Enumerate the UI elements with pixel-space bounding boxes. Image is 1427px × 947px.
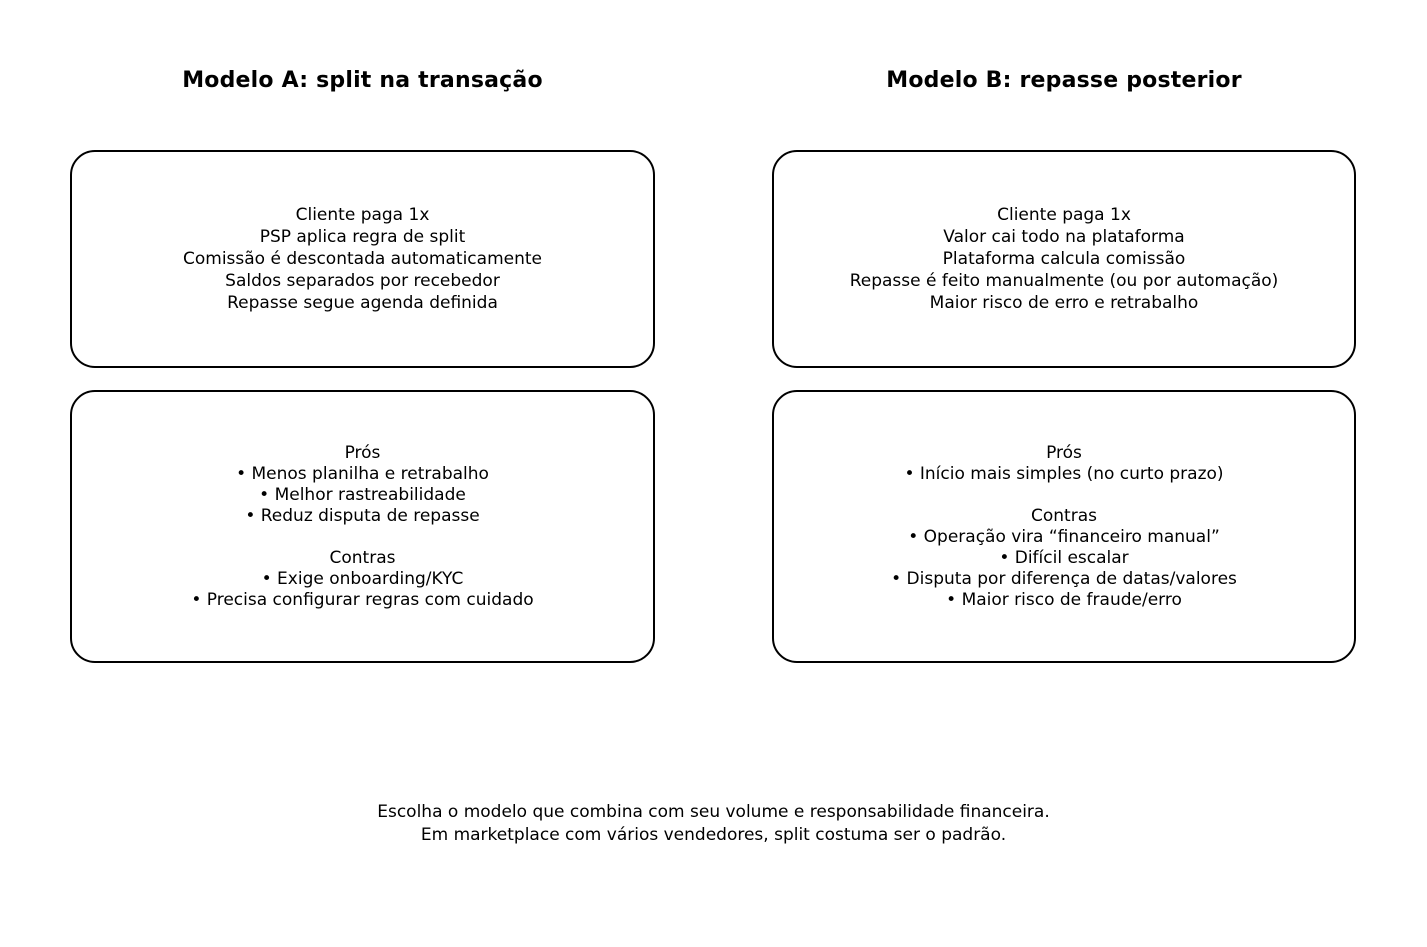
text-line: Contras (329, 547, 396, 568)
text-line: Repasse segue agenda definida (227, 293, 498, 313)
text-line: Saldos separados por recebedor (225, 271, 500, 291)
model-b-pros-cons-text (774, 443, 1354, 611)
text-line: Prós (344, 442, 381, 463)
text-line: • Difícil escalar (999, 547, 1129, 568)
text-line: Contras (1031, 505, 1097, 526)
text-line: • Menos planilha e retrabalho (236, 463, 489, 484)
model-a-flow-text (72, 204, 653, 314)
text-line (72, 527, 653, 548)
model-b-title: Modelo B: repasse posterior (886, 68, 1242, 93)
model-a-pros-cons-text (72, 443, 653, 611)
text-line: • Disputa por diferença de datas/valores (891, 568, 1237, 589)
text-line: • Exige onboarding/KYC (261, 568, 464, 589)
text-line: Cliente paga 1x (997, 205, 1131, 225)
model-a-flow-box (70, 150, 655, 368)
text-line: Valor cai todo na plataforma (943, 227, 1185, 247)
text-line: • Maior risco de fraude/erro (946, 589, 1182, 610)
text-line: PSP aplica regra de split (259, 227, 466, 247)
model-a-title: Modelo A: split na transação (182, 68, 543, 93)
text-line: • Melhor rastreabilidade (259, 484, 466, 505)
text-line: Comissão é descontada automaticamente (183, 249, 542, 269)
text-line: • Início mais simples (no curto prazo) (904, 463, 1224, 484)
text-line: • Precisa configurar regras com cuidado (191, 589, 534, 610)
footer-line-2: Em marketplace com vários vendedores, split costuma ser o padrão. (420, 825, 1007, 845)
text-line (774, 485, 1354, 506)
footer-line-1: Escolha o modelo que combina com seu volume e responsabilidade financeira. (377, 802, 1050, 822)
text-line: Repasse é feito manualmente (ou por automação) (849, 271, 1279, 291)
footer-note (0, 801, 1427, 847)
text-line: Maior risco de erro e retrabalho (929, 293, 1199, 313)
text-line: Plataforma calcula comissão (942, 249, 1186, 269)
model-b-pros-cons-box (772, 390, 1356, 663)
text-line: • Reduz disputa de repasse (245, 505, 480, 526)
model-b-flow-text (774, 204, 1354, 314)
model-b-flow-box (772, 150, 1356, 368)
model-a-pros-cons-box (70, 390, 655, 663)
text-line: Prós (1046, 442, 1082, 463)
text-line: • Operação vira “financeiro manual” (908, 526, 1220, 547)
text-line: Cliente paga 1x (295, 205, 430, 225)
